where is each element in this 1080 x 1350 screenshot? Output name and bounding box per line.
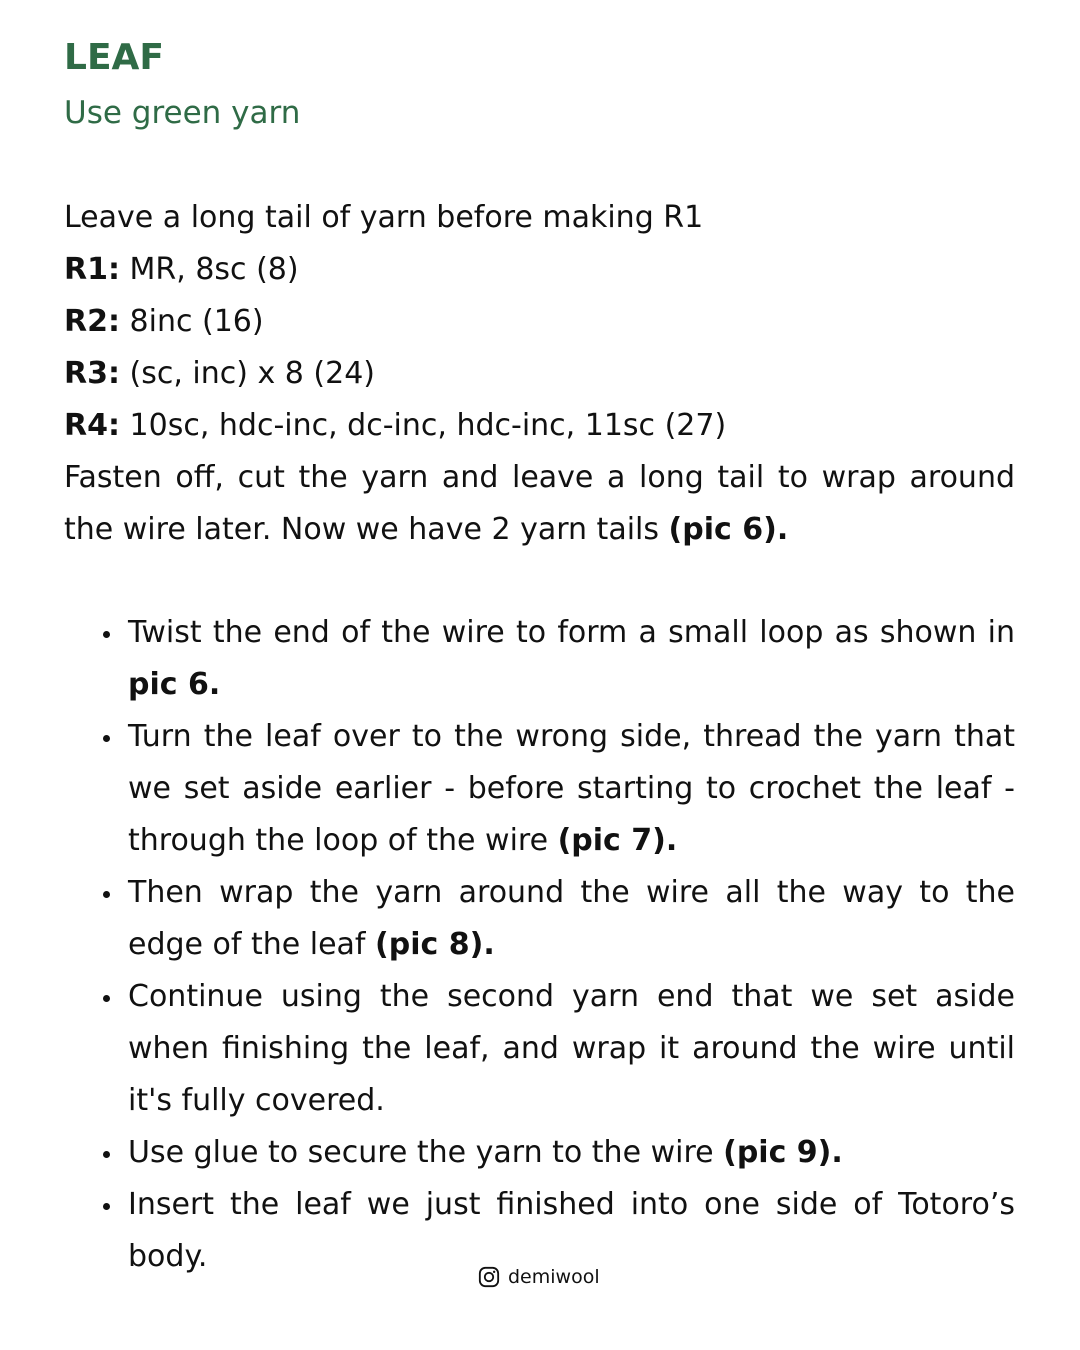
bullet-icon bbox=[103, 735, 110, 742]
fasten-off-text: Fasten off, cut the yarn and leave a long tail to wrap around the wire later. Now we have 2 yarn tails bbox=[64, 460, 1015, 547]
round-label: R3: bbox=[64, 356, 120, 391]
round-text: (sc, inc) x 8 (24) bbox=[119, 356, 375, 391]
round-text: 8inc (16) bbox=[119, 304, 264, 339]
round-row bbox=[64, 296, 1015, 348]
round-text: MR, 8sc (8) bbox=[119, 252, 299, 287]
step-text: Turn the leaf over to the wrong side, thread the yarn that we set aside earlier - before starting to crochet the leaf - through the loop of the wire bbox=[128, 719, 1015, 858]
instagram-handle[interactable]: demiwool bbox=[508, 1266, 600, 1288]
picture-reference: (pic 8). bbox=[375, 927, 495, 962]
fasten-off-paragraph bbox=[64, 452, 1015, 556]
round-row bbox=[64, 400, 1015, 452]
list-item bbox=[64, 607, 1015, 711]
round-label: R1: bbox=[64, 252, 120, 287]
step-text: Then wrap the yarn around the wire all the way to the edge of the leaf bbox=[128, 875, 1015, 962]
list-item bbox=[64, 867, 1015, 971]
round-label: R2: bbox=[64, 304, 120, 339]
round-row bbox=[64, 348, 1015, 400]
section-title: LEAF bbox=[64, 37, 164, 78]
bullet-icon bbox=[103, 631, 110, 638]
bullet-icon bbox=[103, 995, 110, 1002]
round-text: 10sc, hdc-inc, dc-inc, hdc-inc, 11sc (27) bbox=[119, 408, 727, 443]
step-text: Insert the leaf we just finished into one side of Totoro’s body. bbox=[128, 1187, 1015, 1274]
instructions-block bbox=[64, 192, 1015, 556]
footer-credit[interactable] bbox=[478, 1264, 600, 1290]
section-subtitle: Use green yarn bbox=[64, 95, 301, 131]
bullet-icon bbox=[103, 1151, 110, 1158]
round-label: R4: bbox=[64, 408, 120, 443]
list-item bbox=[64, 711, 1015, 867]
picture-reference: (pic 7). bbox=[557, 823, 678, 858]
picture-reference: (pic 9). bbox=[723, 1135, 843, 1170]
bullet-icon bbox=[103, 891, 110, 898]
picture-reference: pic 6. bbox=[128, 667, 221, 702]
step-text: Continue using the second yarn end that we set aside when finishing the leaf, and wrap it around the wire until it's fully covered. bbox=[128, 979, 1015, 1118]
step-text: Twist the end of the wire to form a small loop as shown in bbox=[128, 615, 1015, 650]
picture-reference: (pic 6). bbox=[668, 512, 789, 547]
steps-list bbox=[64, 607, 1015, 1283]
round-row bbox=[64, 244, 1015, 296]
bullet-icon bbox=[103, 1203, 110, 1210]
instagram-icon bbox=[478, 1266, 500, 1288]
list-item bbox=[64, 1127, 1015, 1179]
intro-text: Leave a long tail of yarn before making R1 bbox=[64, 200, 704, 235]
step-text: Use glue to secure the yarn to the wire bbox=[128, 1135, 724, 1170]
list-item bbox=[64, 971, 1015, 1127]
